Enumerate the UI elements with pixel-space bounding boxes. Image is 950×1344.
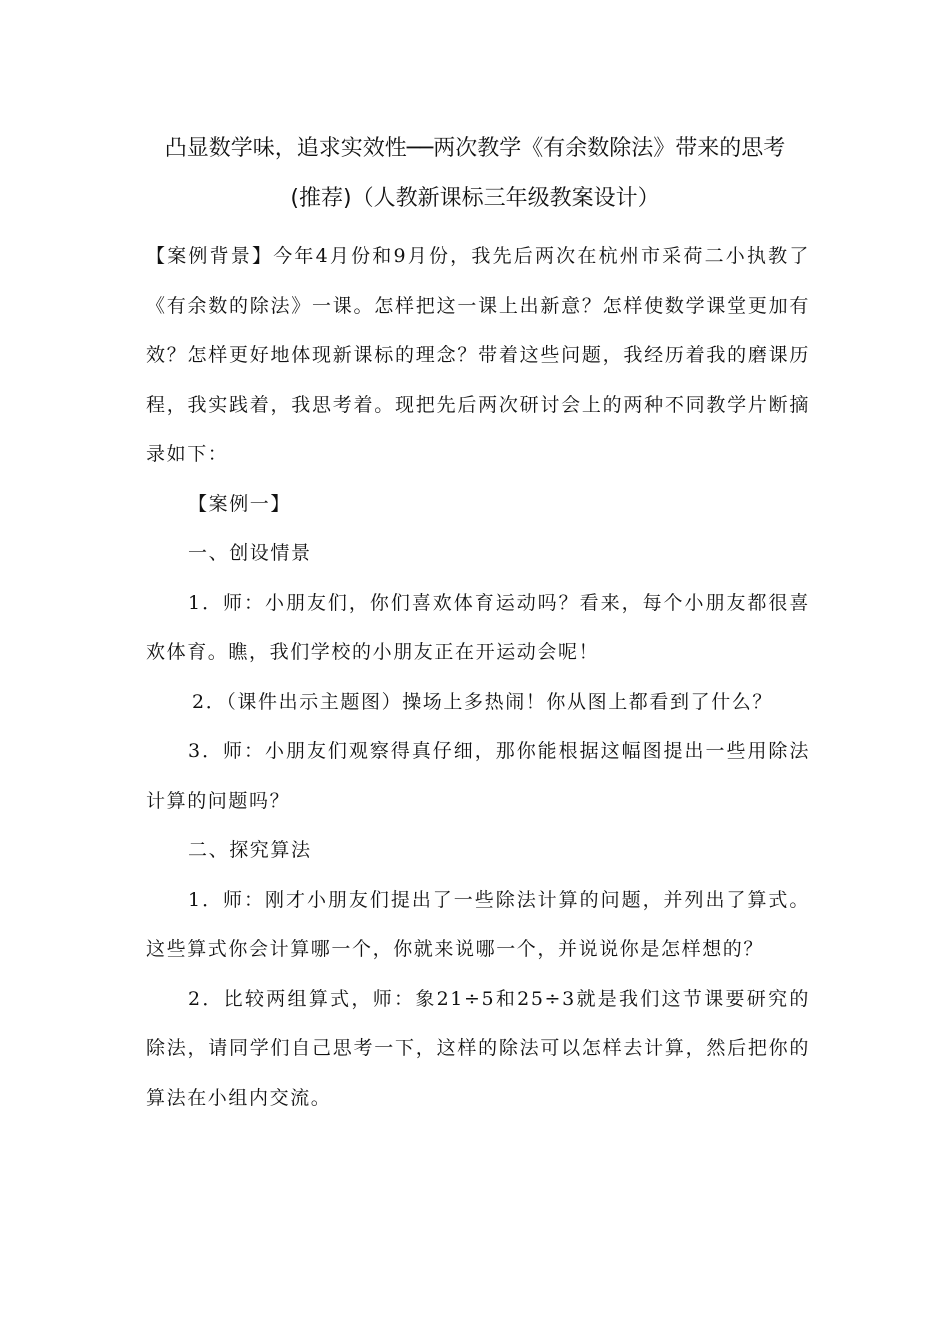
section-heading-create-scene: 一、创设情景 — [188, 542, 312, 564]
paragraph-algorithm-step-1: 1．师：刚才小朋友们提出了一些除法计算的问题，并列出了算式。这些算式你会计算哪一个，你就来说哪一个，并说说你是怎样想的？ — [146, 888, 810, 960]
paragraph-step-3: 3．师：小朋友们观察得真仔细，那你能根据这幅图提出一些用除法计算的问题吗？ — [146, 740, 810, 812]
paragraph-case-background: 【案例背景】今年4月份和9月份，我先后两次在杭州市采荷二小执教了《有余数的除法》一课。怎样把这一课上出新意？怎样使数学课堂更加有效？怎样更好地体现新课标的理念？带着这些问题，我经历着我的磨课历程，我实践着，我思考着。现把先后两次研讨会上的两种不同教学片断摘录如下： — [146, 245, 810, 465]
document-title-line-2: (推荐)（人教新课标三年级教案设计） — [290, 186, 660, 211]
paragraph-step-2: 2．（课件出示主题图）操场上多热闹！你从图上都看到了什么？ — [192, 690, 773, 713]
paragraph-case-one-heading: 【案例一】 — [188, 492, 292, 515]
section-heading-explore-algorithm: 二、探究算法 — [188, 839, 312, 861]
document-body — [146, 232, 810, 1123]
paragraph-step-1: 1．师：小朋友们，你们喜欢体育运动吗？看来，每个小朋友都很喜欢体育。瞧，我们学校的小朋友正在开运动会呢！ — [146, 591, 810, 663]
paragraph-algorithm-step-2: 2．比较两组算式，师：象21÷5和25÷3就是我们这节课要研究的除法，请同学们自己思考一下，这样的除法可以怎样去计算，然后把你的算法在小组内交流。 — [146, 987, 810, 1109]
document-title-line-1: 凸显数学味，追求实效性──两次教学《有余数除法》带来的思考 — [164, 136, 786, 161]
